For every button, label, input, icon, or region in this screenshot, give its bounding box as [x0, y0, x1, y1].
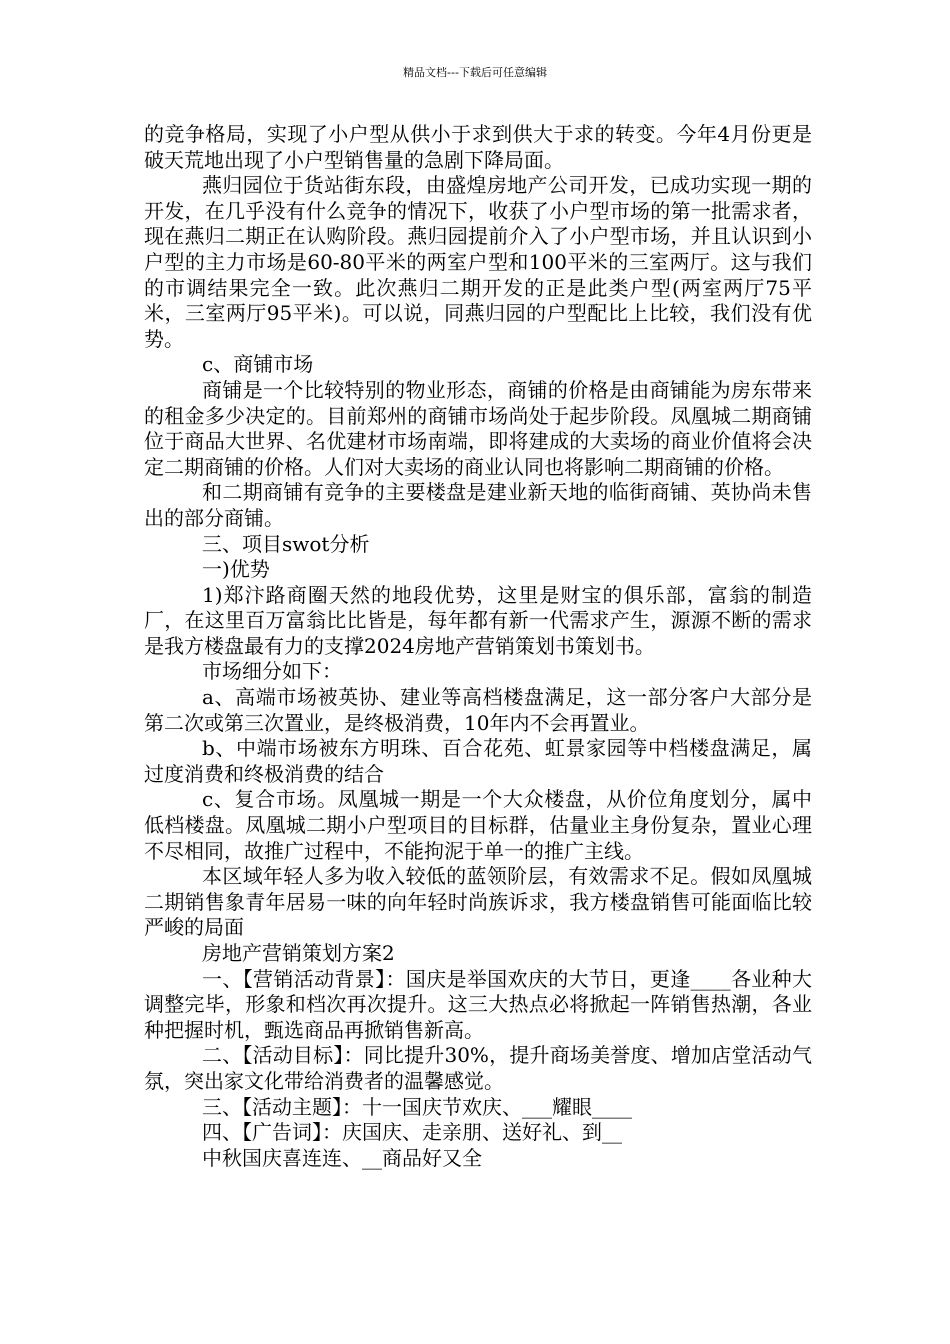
paragraph: 一、【营销活动背景】：国庆是举国欢庆的大节日，更逢____各业种大调整完毕，形象和档次再次提升。这三大热点必将掀起一阵销售热潮，各业种把握时机，甄选商品再掀销售新高。: [144, 966, 812, 1042]
section-heading: c、商铺市场: [202, 352, 314, 377]
paragraph: 本区域年轻人多为收入较低的蓝领阶层，有效需求不足。假如凤凰城二期销售象青年居易一味的向年轻时尚族诉求，我方楼盘销售可能面临比较严峻的局面: [144, 864, 812, 940]
paragraph: 燕归园位于货站街东段，由盛煌房地产公司开发，已成功实现一期的开发，在几乎没有什么竞争的情况下，收获了小户型市场的第一批需求者，现在燕归二期正在认购阶段。燕归园提前介入了小户型市场，并且认识到小户型的主力市场是60-80平米的两室户型和100平米的三室两厅。这与我们的市调结果完全一致。此次燕归二期开发的正是此类户型(两室两厅75平米，三室两厅95平米)。可以说，同燕归园的户型配比上比较，我们没有优势。: [144, 173, 812, 351]
section-heading: 三、项目swot分析: [202, 531, 370, 556]
paragraph: 和二期商铺有竞争的主要楼盘是建业新天地的临街商铺、英协尚未售出的部分商铺。: [144, 480, 812, 530]
paragraph: 四、【广告词】：庆国庆、走亲朋、送好礼、到__: [202, 1120, 622, 1145]
list-item: a、高端市场被英协、建业等高档楼盘满足，这一部分客户大部分是第二次或第三次置业，是终极消费，10年内不会再置业。: [144, 685, 812, 735]
paragraph: 1)郑汴路商圈天然的地段优势，这里是财宝的俱乐部，富翁的制造厂，在这里百万富翁比比皆是，每年都有新一代需求产生，源源不断的需求是我方楼盘最有力的支撑2024房地产营销策划书策划书。: [144, 582, 812, 658]
paragraph: 的竞争格局，实现了小户型从供小于求到供大于求的转变。今年4月份更是破天荒地出现了小户型销售量的急剧下降局面。: [144, 122, 812, 172]
paragraph: 中秋国庆喜连连、__商品好又全: [202, 1145, 482, 1170]
section-heading: 一)优势: [202, 557, 270, 582]
document-body: [144, 122, 812, 1171]
page-header: 精品文档---下载后可任意编辑: [403, 66, 547, 79]
paragraph: 商铺是一个比较特别的物业形态，商铺的价格是由商铺能为房东带来的租金多少决定的。目前郑州的商铺市场尚处于起步阶段。凤凰城二期商铺位于商品大世界、名优建材市场南端，即将建成的大卖场的商业价值将会决定二期商铺的价格。人们对大卖场的商业认同也将影响二期商铺的价格。: [144, 377, 812, 479]
section-heading: 房地产营销策划方案2: [202, 941, 395, 965]
list-item: b、中端市场被东方明珠、百合花苑、虹景家园等中档楼盘满足，属过度消费和终极消费的结合: [144, 736, 812, 786]
list-item: c、复合市场。凤凰城一期是一个大众楼盘，从价位角度划分，属中低档楼盘。凤凰城二期小户型项目的目标群，估量业主身份复杂，置业心理不尽相同，故推广过程中，不能拘泥于单一的推广主线。: [144, 787, 812, 863]
paragraph: 二、【活动目标】：同比提升30%，提升商场美誉度、增加店堂活动气氛，突出家文化带给消费者的温馨感觉。: [144, 1043, 812, 1093]
paragraph: 三、【活动主题】：十一国庆节欢庆、___耀眼____: [202, 1094, 632, 1119]
paragraph: 市场细分如下：: [202, 659, 342, 684]
